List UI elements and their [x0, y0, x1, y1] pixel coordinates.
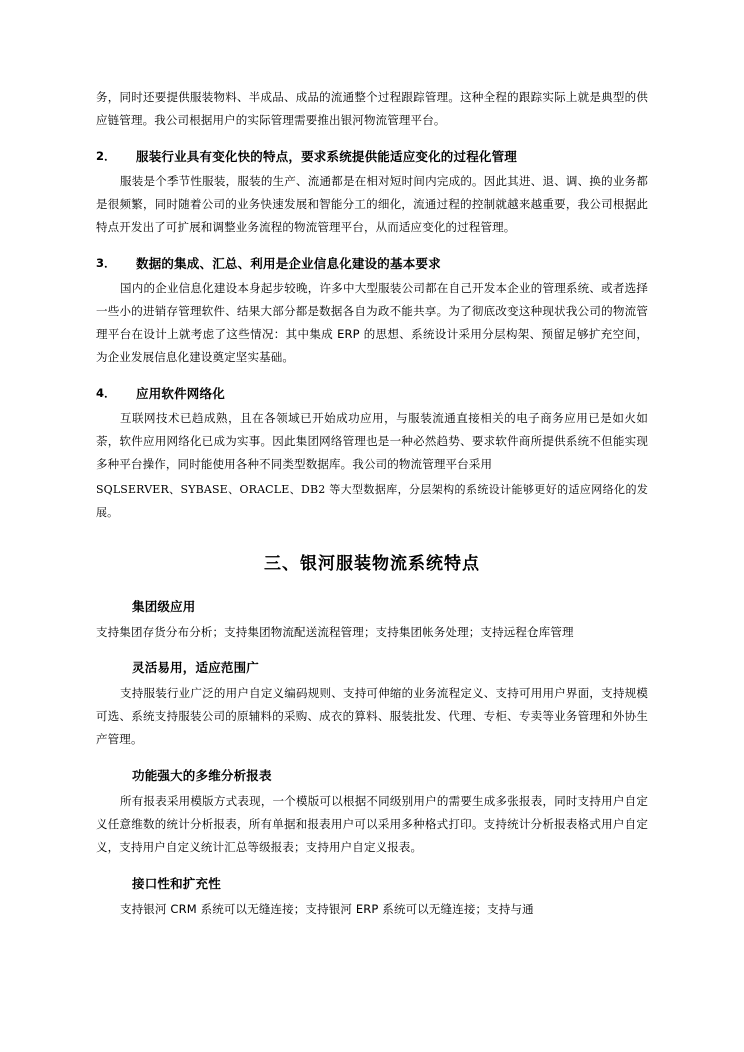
section-number-4: 4．	[96, 386, 116, 400]
feature-heading-1: 集团级应用	[132, 599, 196, 614]
feature-heading-2: 灵活易用，适应范围广	[132, 660, 260, 675]
section-heading-2: 服装行业具有变化快的特点，要求系统提供能适应变化的过程化管理	[136, 149, 518, 164]
section-body-2: 服装是个季节性服装，服装的生产、流通都是在相对短时间内完成的。因此其进、退、调、换的业务都是很频繁，同时随着公司的业务快速发展和智能分工的细化，流通过程的控制就越来越重要，我公司根据此特点开发出了可扩展和调整业务流程的物流管理平台，从而适应变化的过程管理。	[96, 174, 648, 234]
feature-body-2: 支持服装行业广泛的用户自定义编码规则、支持可伸缩的业务流程定义、支持可用用户界面，支持规模可选、系统支持服装公司的原辅料的采购、成衣的算料、服装批发、代理、专柜、专卖等业务管理和外协生产管理。	[96, 686, 648, 746]
top-paragraph: 务，同时还要提供服装物料、半成品、成品的流通整个过程跟踪管理。这种全程的跟踪实际上就是典型的供应链管理。我公司根据用户的实际管理需要推出银河物流管理平台。	[96, 90, 648, 127]
section-body-3: 国内的企业信息化建设本身起步较晚，许多中大型服装公司都在自己开发本企业的管理系统、或者选择一些小的进销存管理软件、结果大部分都是数据各自为政不能共享。为了彻底改变这种现状我公司的物流管理平台在设计上就考虑了这些情况：其中集成 ERP 的思想、系统设计采用分层构架、预留足够扩充空间，为企业发展信息化建设奠定坚实基础。	[96, 281, 648, 364]
feature-heading-group-application	[96, 596, 648, 618]
numbered-heading-2	[96, 145, 648, 168]
section-number-3: 3．	[96, 256, 116, 270]
numbered-heading-4	[96, 382, 648, 405]
feature-heading-3: 功能强大的多维分析报表	[132, 768, 272, 783]
section-heading-3: 数据的集成、汇总、利用是企业信息化建设的基本要求	[136, 256, 441, 271]
section-heading-4: 应用软件网络化	[136, 386, 225, 401]
document-content	[96, 84, 648, 921]
numbered-heading-3	[96, 252, 648, 275]
feature-heading-group-flexible	[96, 657, 648, 679]
feature-body-4: 支持银河 CRM 系统可以无缝连接；支持银河 ERP 系统可以无缝连接；支持与通	[120, 902, 534, 916]
feature-heading-4: 接口性和扩充性	[132, 876, 221, 891]
section-number-2: 2．	[96, 149, 116, 163]
page-title: 三、银河服装物流系统特点	[264, 554, 480, 574]
feature-heading-group-reports	[96, 765, 648, 787]
feature-body-3: 所有报表采用模版方式表现，一个模版可以根据不同级别用户的需要生成多张报表，同时支持用户自定义任意维数的统计分析报表，所有单据和报表用户可以采用多种格式打印。支持统计分析报表格式用户自定义，支持用户自定义统计汇总等级报表；支持用户自定义报表。	[96, 794, 648, 854]
feature-heading-group-interface	[96, 873, 648, 895]
section-body-4-line2: SQLSERVER、SYBASE、ORACLE、DB2 等大型数据库，分层架构的系统设计能够更好的适应网络化的发展。	[96, 483, 648, 519]
feature-body-1: 支持集团存货分布分析；支持集团物流配送流程管理；支持集团帐务处理；支持远程仓库管理	[96, 625, 574, 639]
section-body-4: 互联网技术已趋成熟，且在各领域已开始成功应用，与服装流通直接相关的电子商务应用已是如火如荼，软件应用网络化已成为实事。因此集团网络管理也是一种必然趋势、要求软件商所提供系统不但能实现多种平台操作，同时能使用各种不同类型数据库。我公司的物流管理平台采用	[96, 411, 648, 471]
